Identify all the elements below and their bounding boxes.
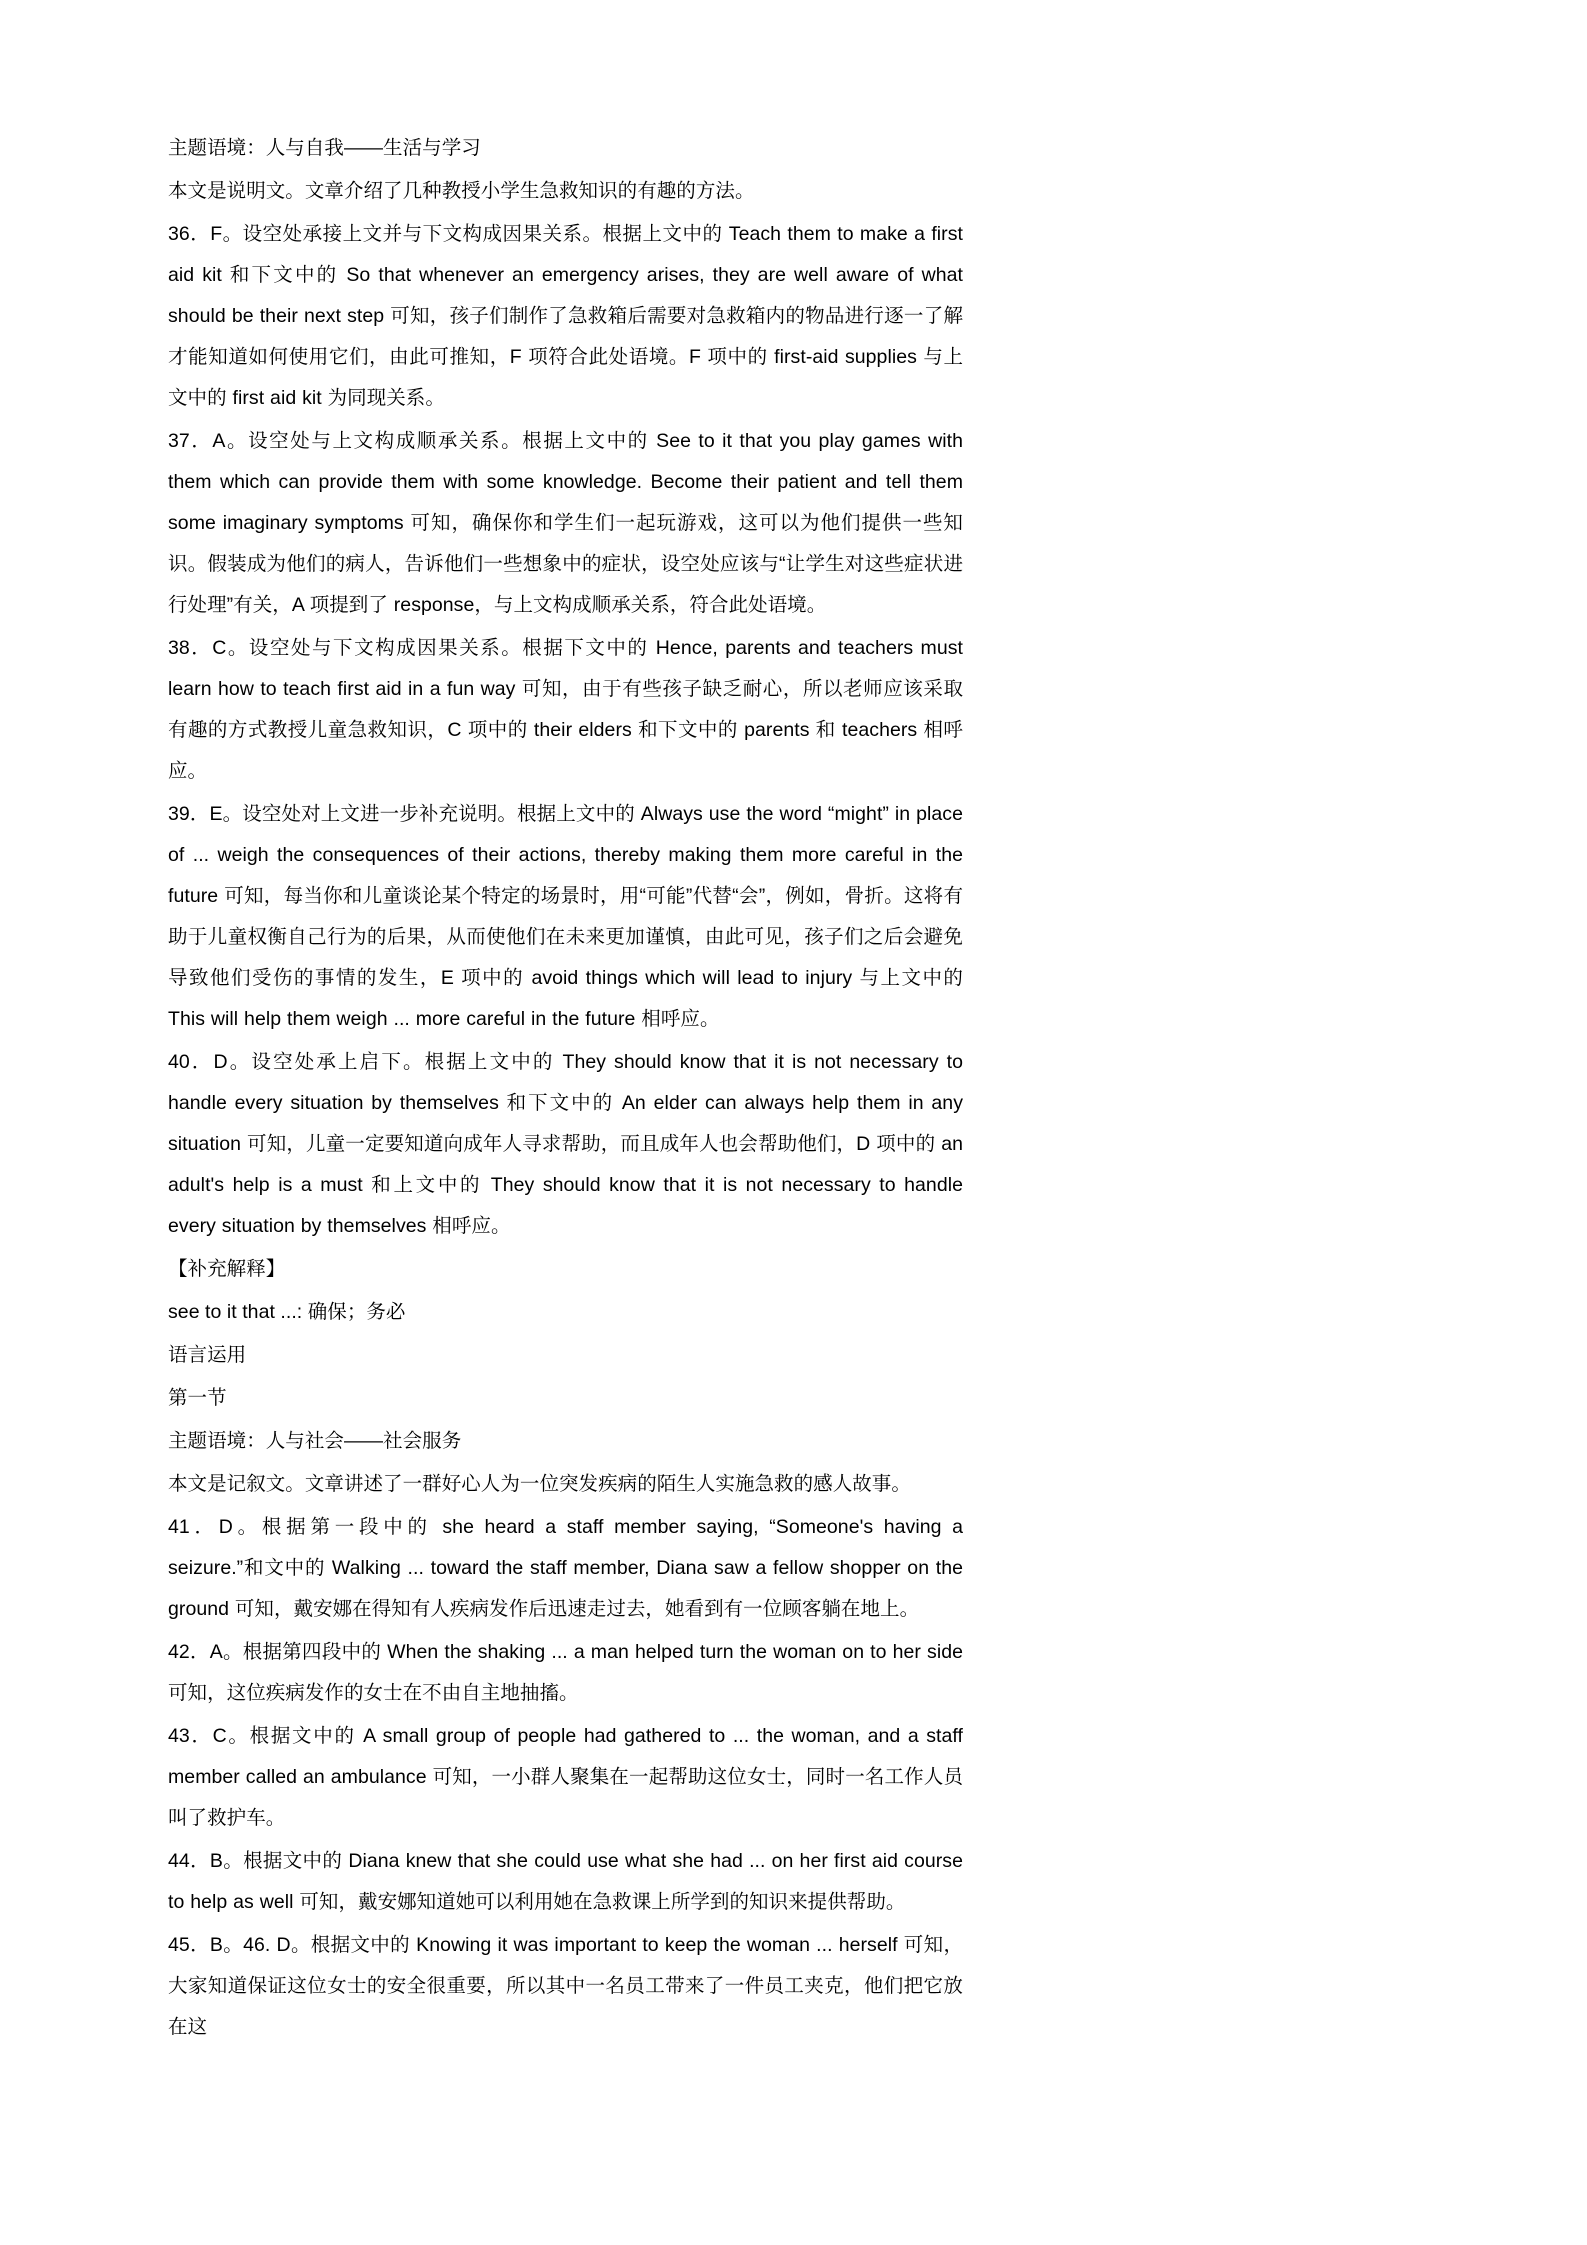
explanation-item-39: 39．E。设空处对上文进一步补充说明。根据上文中的 Always use the word “might” in place of ... weigh the consequences of their actions, thereby making them more careful in the future 可知，每当你和儿童谈论某个特定的场景时，用“可能”代替“会”，例如，骨折。这将有助于儿童权衡自己行为的后果，从而使他们在未来更加谨慎，由此可见，孩子们之后会避免导致他们受伤的事情的发生，E 项中的 avoid things which will lead to injury 与上文中的 This will help them weigh ... more careful in the future 相呼应。 (168, 803, 963, 1030)
explanation-item-44: 44．B。根据文中的 Diana knew that she could use what she had ... on her first aid course to help as well 可知，戴安娜知道她可以利用她在急救课上所学到的知识来提供帮助。 (168, 1850, 963, 1913)
explanation-item-40: 40．D。设空处承上启下。根据上文中的 They should know that it is not necessary to handle every situation by themselves 和下文中的 An elder can always help them in any situation 可知，儿童一定要知道向成年人寻求帮助，而且成年人也会帮助他们，D 项中的 an adult's help is a must 和上文中的 They should know that it is not necessary to handle every situation by themselves 相呼应。 (168, 1051, 963, 1237)
section-heading-language-use: 语言运用 (168, 1344, 247, 1366)
explanation-item-45-46: 45．B。46. D。根据文中的 Knowing it was important to keep the woman ... herself 可知，大家知道保证这位女士的安全很重要，所以其中一名员工带来了一件员工夹克，他们把它放在这 (168, 1934, 963, 2038)
passage-summary-1: 本文是说明文。文章介绍了几种教授小学生急救知识的有趣的方法。 (168, 180, 755, 202)
explanation-item-42: 42．A。根据第四段中的 When the shaking ... a man helped turn the woman on to her side 可知，这位疾病发作的女士在不由自主地抽搐。 (168, 1641, 963, 1704)
topic-context-heading-2: 主题语境：人与社会——社会服务 (168, 1430, 462, 1452)
explanation-item-37: 37．A。设空处与上文构成顺承关系。根据上文中的 See to it that you play games with them which can provide them with some knowledge. Become their patient and tell them some imaginary symptoms 可知，确保你和学生们一起玩游戏，这可以为他们提供一些知识。假装成为他们的病人，告诉他们一些想象中的症状，设空处应该与“让学生对这些症状进行处理”有关，A 项提到了 response，与上文构成顺承关系，符合此处语境。 (168, 430, 963, 616)
explanation-item-36: 36．F。设空处承接上文并与下文构成因果关系。根据上文中的 Teach them to make a first aid kit 和下文中的 So that whenever an emergency arises, they are well aware of what should be their next step 可知，孩子们制作了急救箱后需要对急救箱内的物品进行逐一了解才能知道如何使用它们，由此可推知，F 项符合此处语境。F 项中的 first-aid supplies 与上文中的 first aid kit 为同现关系。 (168, 223, 963, 409)
explanation-item-38: 38．C。设空处与下文构成因果关系。根据下文中的 Hence, parents and teachers must learn how to teach first aid in a fun way 可知，由于有些孩子缺乏耐心，所以老师应该采取有趣的方式教授儿童急救知识，C 项中的 their elders 和下文中的 parents 和 teachers 相呼应。 (168, 637, 963, 782)
explanation-item-43: 43．C。根据文中的 A small group of people had gathered to ... the woman, and a staff member called an ambulance 可知，一小群人聚集在一起帮助这位女士，同时一名工作人员叫了救护车。 (168, 1725, 963, 1829)
section-heading-part-one: 第一节 (168, 1387, 227, 1409)
supplementary-note-see-to-it-that: see to it that ...: 确保；务必 (168, 1301, 406, 1323)
topic-context-heading-1: 主题语境：人与自我——生活与学习 (168, 137, 481, 159)
explanation-item-41: 41．D。根据第一段中的 she heard a staff member saying, “Someone's having a seizure.”和文中的 Walking ... toward the staff member, Diana saw a fellow shopper on the ground 可知，戴安娜在得知有人疾病发作后迅速走过去，她看到有一位顾客躺在地上。 (168, 1516, 963, 1620)
supplementary-explanation-heading: 【补充解释】 (168, 1258, 286, 1280)
page-content (168, 128, 963, 2050)
passage-summary-2: 本文是记叙文。文章讲述了一群好心人为一位突发疾病的陌生人实施急救的感人故事。 (168, 1473, 911, 1495)
